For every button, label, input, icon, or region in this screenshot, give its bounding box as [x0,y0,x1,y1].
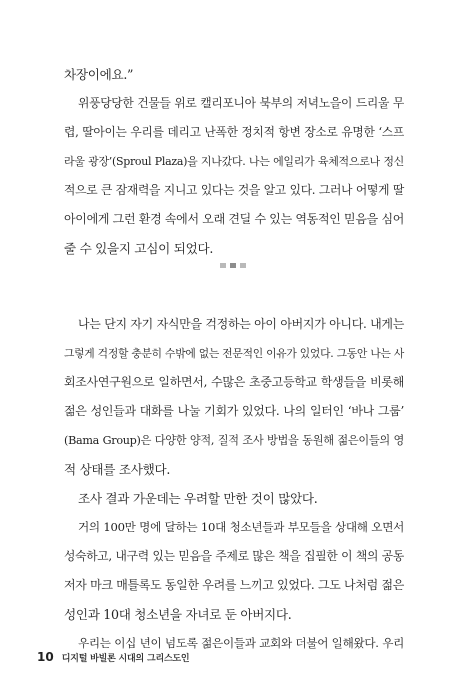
page-footer [37,650,189,664]
text-line: 회조사연구원으로 일하면서, 수많은 초중고등학교 학생들을 비롯해 [64,375,404,389]
text-line: (Bama Group)은 다양한 양적, 질적 조사 방법을 동원해 젊은이들의 영 [64,434,404,447]
text-line: 조사 결과 가운데는 우려할 만한 것이 많았다. [78,491,318,506]
running-title: 디지털 바빌론 시대의 그리스도인 [61,654,190,664]
text-line: 성숙하고, 내구력 있는 믿음을 주제로 많은 책을 집필한 이 책의 공동 [64,549,404,563]
text-line: 위풍당당한 건물들 위로 캘리포니아 북부의 저녁노을이 드리울 무 [78,96,404,110]
text-line: 젊은 성인들과 대화를 나눌 기회가 있었다. 나의 일터인 ‘바나 그룹’ [64,404,404,418]
page-number: 10 [37,650,54,664]
text-line: 저자 마크 매틀록도 동일한 우려를 느끼고 있었다. 그도 나처럼 젊은 [64,578,405,592]
text-line: 라울 광장’(Sproul Plaza)을 지나갔다. 나는 에일리가 육체적으로나 정신 [64,155,404,168]
text-line: 렵, 딸아이는 우리를 데리고 난폭한 정치적 항변 장소로 유명한 ‘스프 [64,125,404,139]
text-line: 아이에게 그런 환경 속에서 오래 견딜 수 있는 역동적인 믿음을 심어 [64,212,405,226]
paragraph-block-2 [64,310,404,658]
text-line: 우리는 이십 년이 넘도록 젊은이들과 교회와 더불어 일해왔다. 우리 [78,636,404,650]
divider-square [230,263,236,268]
text-line: 성인과 10대 청소년을 자녀로 둔 아버지다. [64,607,292,622]
section-divider [220,263,246,268]
text-line: 거의 100만 명에 달하는 10대 청소년들과 부모들을 상대해 오면서 [78,520,404,534]
divider-square [220,263,226,268]
paragraph-block-1 [64,60,404,263]
text-line: 나는 단지 자기 자식만을 걱정하는 아이 아버지가 아니다. 내게는 [78,317,404,331]
text-line: 적으로 큰 잠재력을 지니고 있다는 것을 알고 있다. 그러나 어떻게 딸 [64,183,404,197]
text-line: 줄 수 있을지 고심이 되었다. [64,241,214,256]
text-line: 차장이에요.” [64,67,134,82]
text-line: 적 상태를 조사했다. [64,462,171,477]
divider-square [240,263,246,268]
text-line: 그렇게 걱정할 충분히 수밖에 없는 전문적인 이유가 있었다. 그동안 나는 사 [64,347,404,360]
